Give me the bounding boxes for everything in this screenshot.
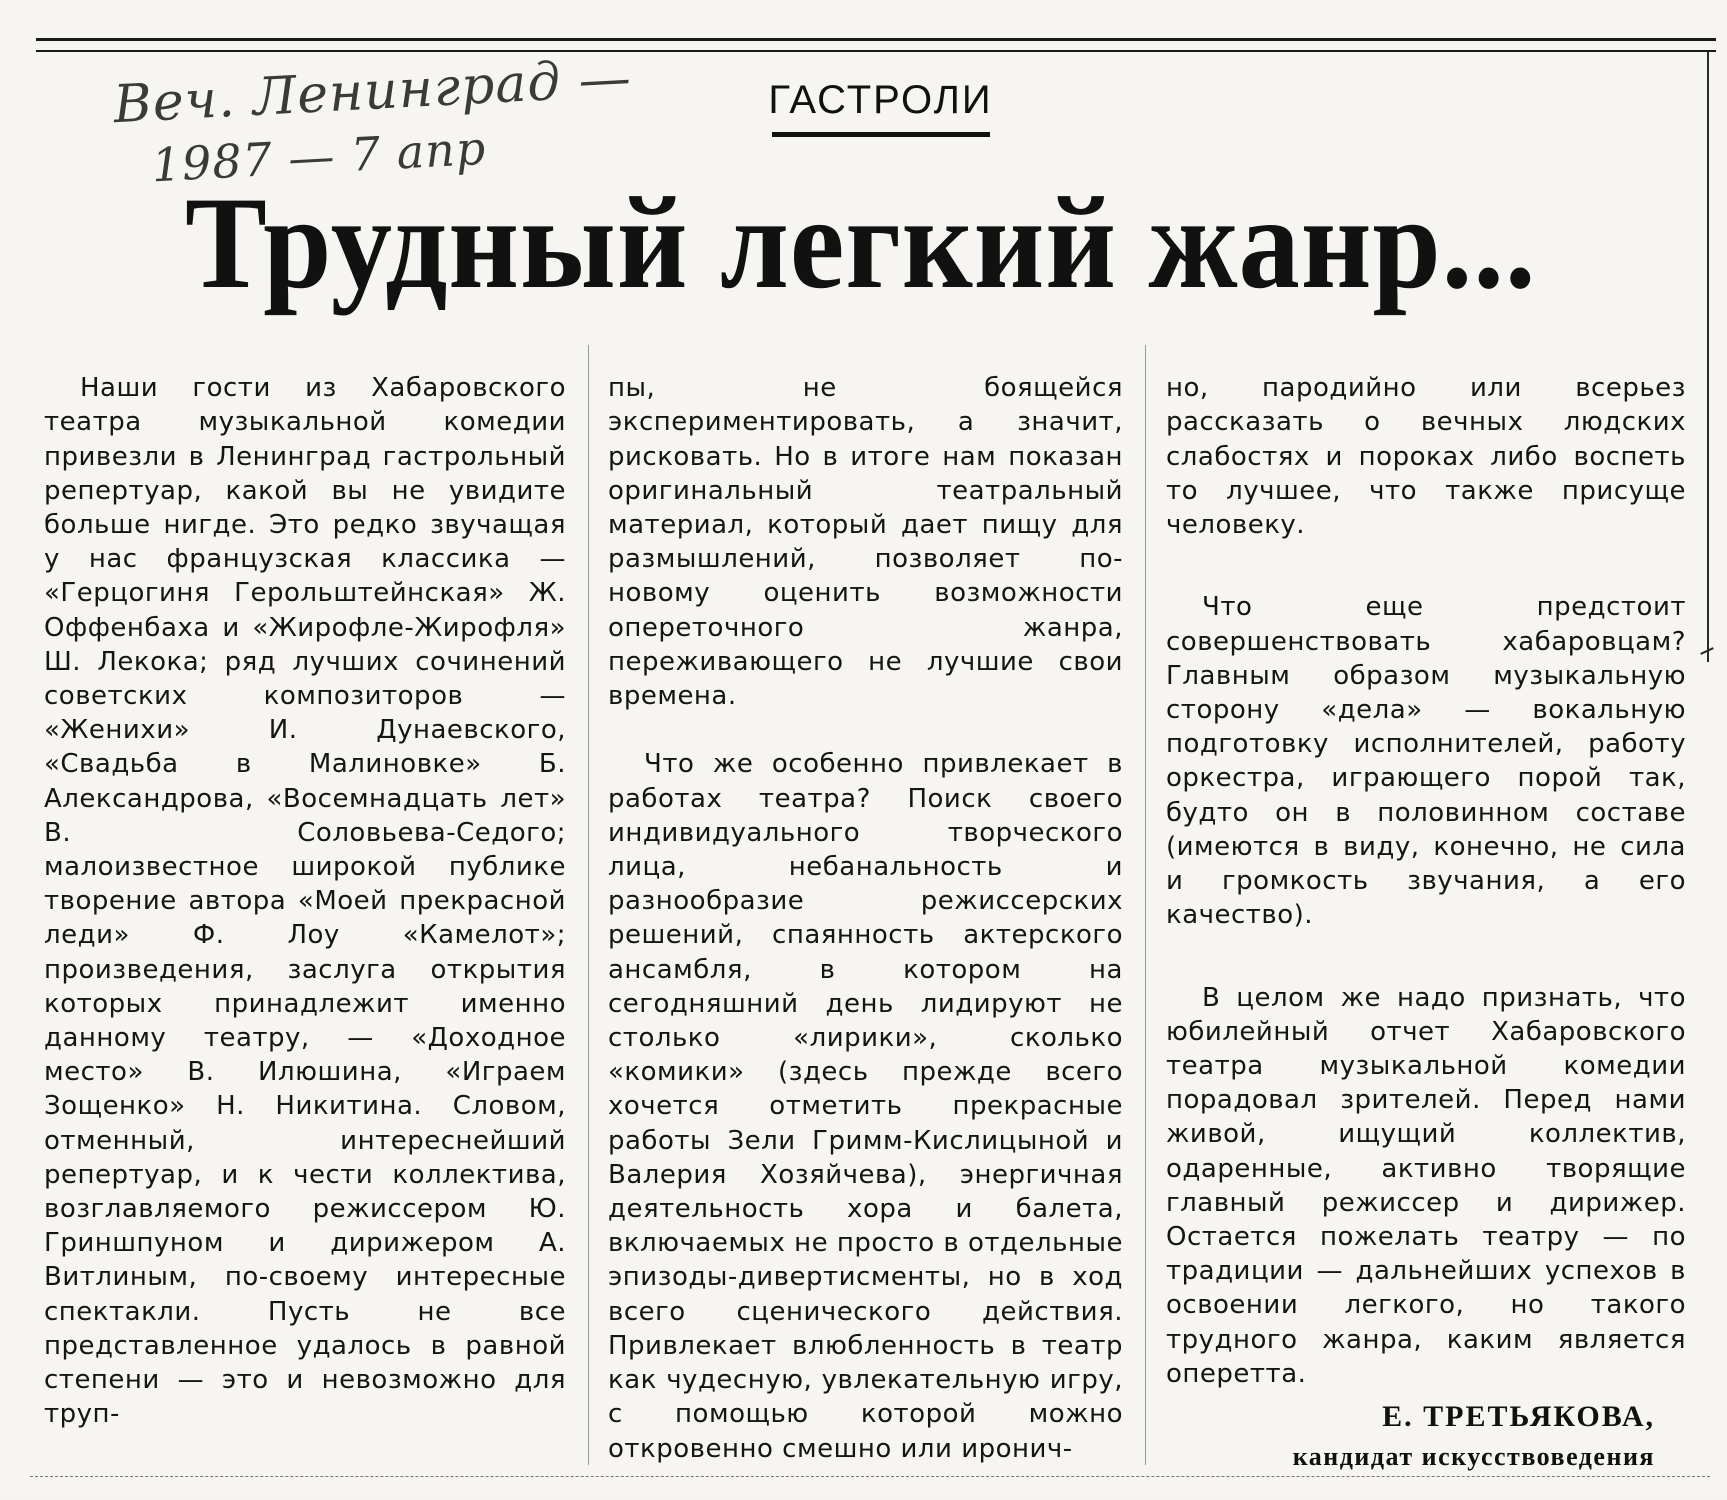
author-credential: кандидат искусствоведения [1292,1442,1655,1471]
column2-paragraph1: пы, не боящейся экспериментировать, а значит, рисковать. Но в итоге нам показан оригинальный театральный материал, который дает пищу для размышлений, позволяет по-новому оценить возможности опереточного жанра, переживающего не лучшие свои времена. [608,373,1123,712]
column3-paragraph2: Что еще предстоит совершенствовать хабаровцам? Главным образом музыкальную сторону «дела» — вокальную подготовку исполнителей, работу оркестра, играющего порой так, будто он в половинном составе (имеются в виду, конечно, не сила и громкость звучания, а его качество). [1166,592,1686,931]
top-double-rule [36,38,1716,52]
clipping-right-edge [1707,52,1709,662]
article-column-3 [1166,337,1686,1425]
column-divider-2 [1145,345,1146,1465]
article-column-2 [608,337,1123,1500]
rubric-label: ГАСТРОЛИ [768,78,993,122]
article-headline: Трудный легкий жанр... [185,169,1537,316]
author-name: Е. ТРЕТЬЯКОВА, [1382,1400,1655,1433]
rubric-underline [772,132,990,137]
article-column-1 [44,337,566,1466]
column3-paragraph1: но, пародийно или всерьез рассказать о вечных людских слабостях и пороках либо воспеть то лучшее, что также присуще человеку. [1166,373,1686,541]
handwritten-note-line1: Веч. Ленинград — [112,48,634,136]
column2-paragraph2: Что же особенно привлекает в работах театра? Поиск своего индивидуального творческого лица, небанальность и разнообразие режиссерских решений, спаянность актерского ансамбля, в котором на сегодняшний день лидируют не столько «лирики», сколько «комики» (здесь прежде всего хочется отметить прекрасные работы Зели Гримм-Кислицыной и Валерия Хозяйчева), энергичная деятельность хора и балета, включаемых не просто в отдельные эпизоды-дивертисменты, но в ход всего сценического действия. Привлекает влюбленность в театр как чудесную, увлекательную игру, с помощью которой можно откровенно смешно или иронич- [608,749,1123,1464]
column1-paragraph1: Наши гости из Хабаровского театра музыкальной комедии привезли в Ленинград гастрольный репертуар, какой вы не увидите больше нигде. Это редко звучащая у нас французская классика — «Герцогиня Герольштейнская» Ж. Оффенбаха и «Жирофле-Жирофля» Ш. Лекока; ряд лучших сочинений советских композиторов — «Женихи» И. Дунаевского, «Свадьба в Малиновке» Б. Александрова, «Восемнадцать лет» В. Соловьева-Седого; малоизвестное широкой публике творение автора «Моей прекрасной леди» Ф. Лоу «Камелот»; произведения, заслуга открытия которых принадлежит именно данному театру, — «Доходное место» В. Илюшина, «Играем Зощенко» Н. Никитина. Словом, отменный, интереснейший репертуар, и к чести коллектива, возглавляемого режиссером Ю. Гриншпуном и дирижером А. Витлиным, по-своему интересные спектакли. Пусть не все представленное удалось в равной степени — это и невозможно для труп- [44,373,566,1430]
column3-paragraph3: В целом же надо признать, что юбилейный отчет Хабаровского театра музыкальной комедии порадовал зрителей. Перед нами живой, ищущий коллектив, одаренные, активно творящие главный режиссер и дирижер. Остается пожелать театру — по традиции — дальнейших успехов в освоении легкого, но такого трудного жанра, каким является оперетта. [1166,982,1686,1389]
handwritten-note-line2: 1987 — 7 апр [150,120,488,193]
column-divider-1 [588,345,589,1465]
